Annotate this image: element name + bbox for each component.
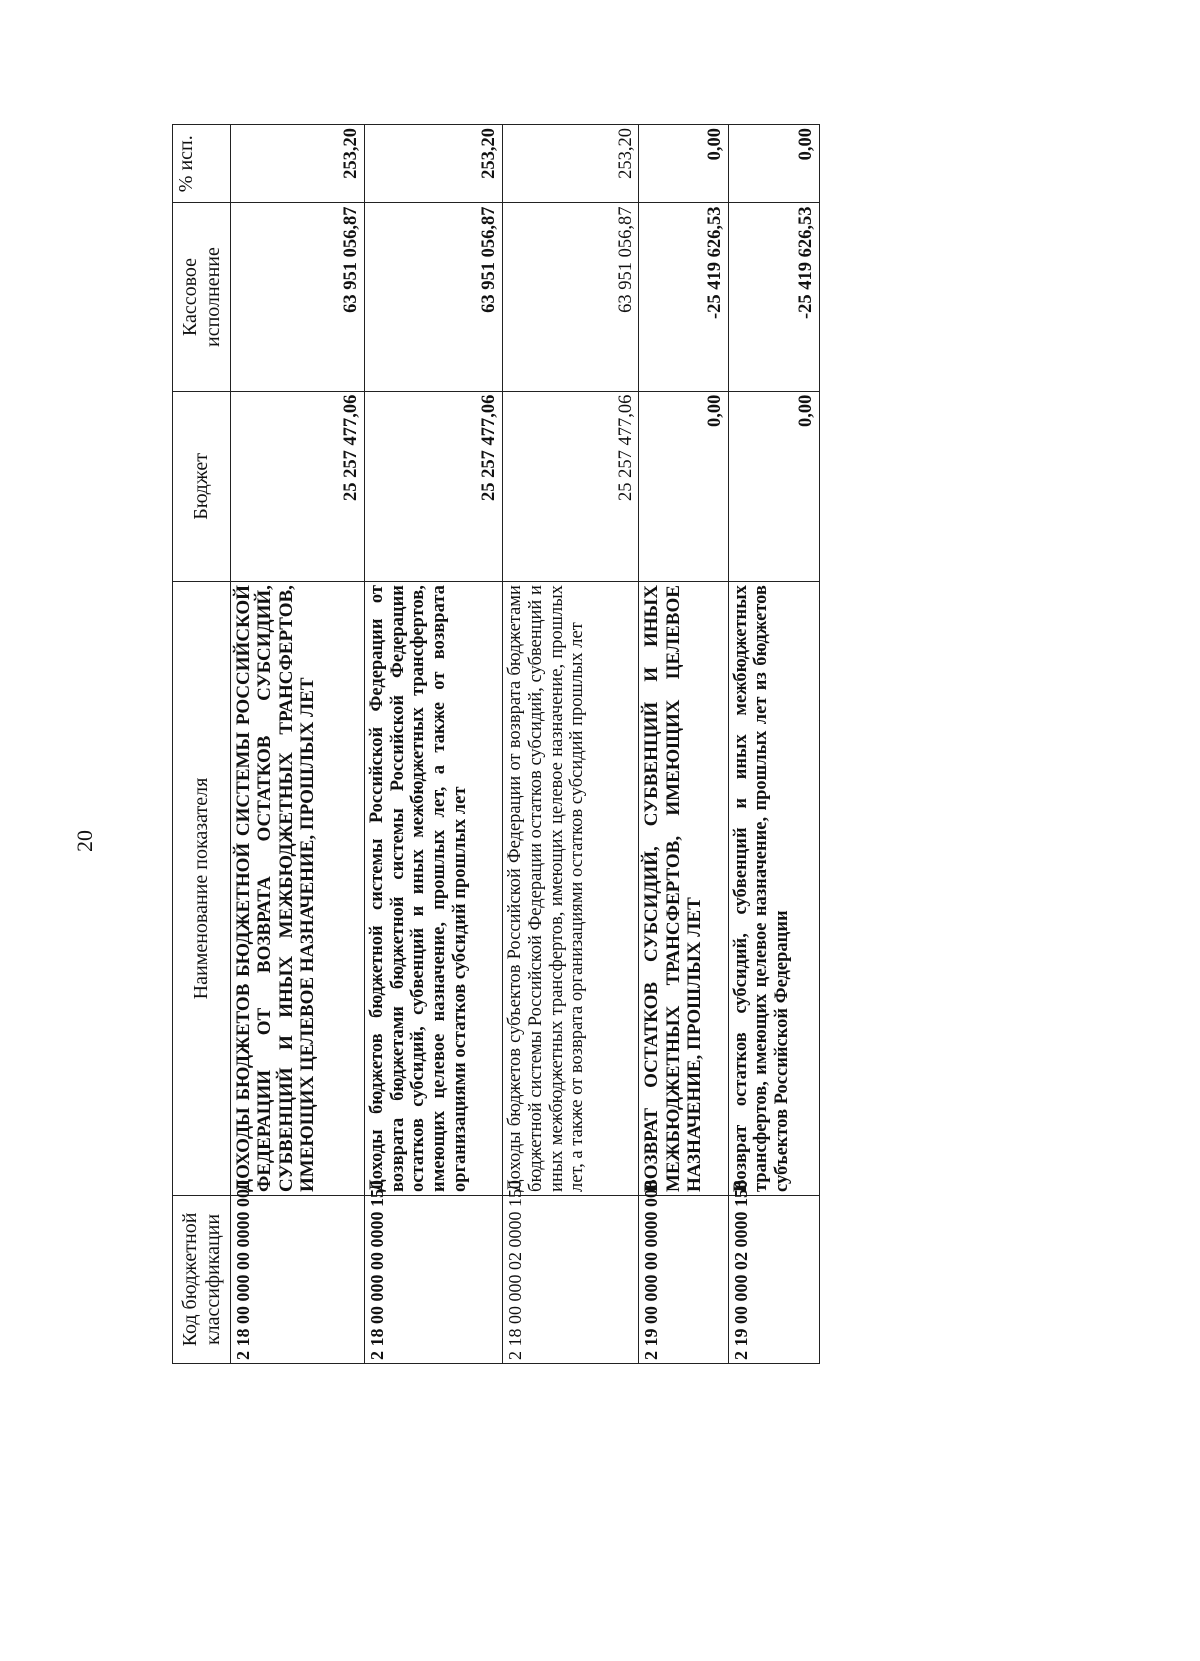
header-name: Наименование показателя [173, 582, 231, 1196]
table-row [639, 125, 728, 1364]
row-cash: 63 951 056,87 [503, 203, 639, 391]
row-cash: 63 951 056,87 [231, 203, 365, 391]
row-code: 2 18 00 000 02 0000 150 [503, 1195, 639, 1363]
row-code: 2 18 00 000 00 0000 150 [365, 1195, 503, 1363]
header-pct: % исп. [173, 125, 231, 203]
row-pct: 253,20 [365, 125, 503, 203]
row-budget: 25 257 477,06 [365, 391, 503, 581]
row-budget: 25 257 477,06 [503, 391, 639, 581]
row-cash: 63 951 056,87 [365, 203, 503, 391]
row-pct: 0,00 [728, 125, 819, 203]
row-name: Доходы бюджетов субъектов Российской Федерации от возврата бюджетами бюджетной системы Российской Федерации остатков субсидий, субвенций и иных межбюджетных трансфертов, имеющих целевое назначение, прошлых лет, а также от возврата организациями остатков субсидий прошлых лет [503, 582, 639, 1196]
row-budget: 25 257 477,06 [231, 391, 365, 581]
header-code: Код бюджетной классификации [173, 1195, 231, 1363]
table-header-row [173, 125, 231, 1364]
budget-table [172, 124, 820, 1364]
row-pct: 253,20 [503, 125, 639, 203]
page-number: 20 [72, 830, 97, 852]
row-name: ВОЗВРАТ ОСТАТКОВ СУБСИДИЙ, СУБВЕНЦИЙ И ИНЫХ МЕЖБЮДЖЕТНЫХ ТРАНСФЕРТОВ, ИМЕЮЩИХ ЦЕЛЕВОЕ НАЗНАЧЕНИЕ, ПРОШЛЫХ ЛЕТ [639, 582, 728, 1196]
row-cash: -25 419 626,53 [728, 203, 819, 391]
rotated-table-wrapper [172, 124, 820, 1364]
row-pct: 253,20 [231, 125, 365, 203]
row-code: 2 18 00 000 00 0000 000 [231, 1195, 365, 1363]
row-pct: 0,00 [639, 125, 728, 203]
header-cash: Кассовое исполнение [173, 203, 231, 391]
row-code: 2 19 00 000 00 0000 000 [639, 1195, 728, 1363]
table-row [503, 125, 639, 1364]
row-name: Доходы бюджетов бюджетной системы Российской Федерации от возврата бюджетами бюджетной системы Российской Федерации остатков субсидий, субвенций и иных межбюджетных трансфертов, имеющих целевое назначение, прошлых лет, а также от возврата организациями остатков субсидий прошлых лет [365, 582, 503, 1196]
header-budget: Бюджет [173, 391, 231, 581]
table-row [365, 125, 503, 1364]
row-name: Возврат остатков субсидий, субвенций и иных межбюджетных трансфертов, имеющих целевое назначение, прошлых лет из бюджетов субъектов Российской Федерации [728, 582, 819, 1196]
row-budget: 0,00 [728, 391, 819, 581]
row-code: 2 19 00 000 02 0000 150 [728, 1195, 819, 1363]
row-budget: 0,00 [639, 391, 728, 581]
row-name: ДОХОДЫ БЮДЖЕТОВ БЮДЖЕТНОЙ СИСТЕМЫ РОССИЙСКОЙ ФЕДЕРАЦИИ ОТ ВОЗВРАТА ОСТАТКОВ СУБСИДИЙ, СУБВЕНЦИЙ И ИНЫХ МЕЖБЮДЖЕТНЫХ ТРАНСФЕРТОВ, ИМЕЮЩИХ ЦЕЛЕВОЕ НАЗНАЧЕНИЕ, ПРОШЛЫХ ЛЕТ [231, 582, 365, 1196]
table-row [231, 125, 365, 1364]
row-cash: -25 419 626,53 [639, 203, 728, 391]
table-row [728, 125, 819, 1364]
